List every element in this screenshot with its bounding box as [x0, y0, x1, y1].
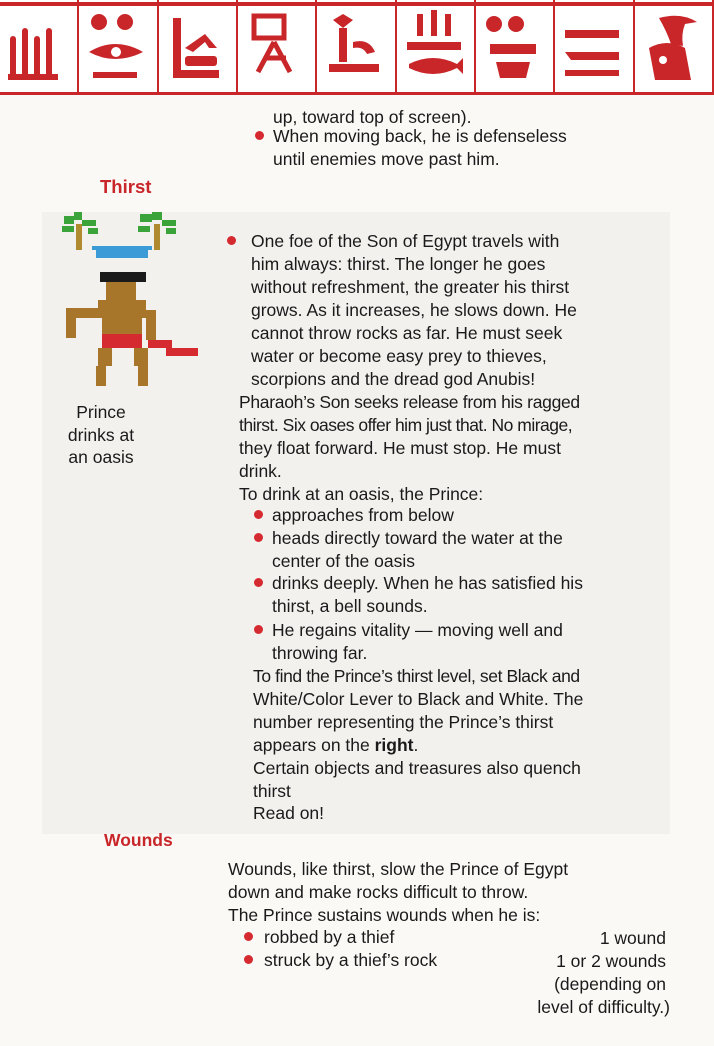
- caption-line: drinks at: [67, 424, 135, 445]
- wounds-p1-line: Wounds, like thirst, slow the Prince of Egypt: [228, 859, 569, 879]
- text-run: appears on the: [253, 735, 375, 755]
- wound-cause: struck by a thief’s rock: [264, 950, 438, 970]
- bullet-icon: [254, 533, 263, 542]
- thirst-p1-line: One foe of the Son of Egypt travels with: [251, 231, 560, 251]
- bullet-icon: [244, 955, 253, 964]
- wounds-heading: Wounds: [104, 830, 173, 850]
- hieroglyph-cell: [159, 0, 238, 92]
- wound-note-line: (depending on: [554, 974, 666, 994]
- prince-drinking-sprite-icon: [58, 210, 200, 400]
- caption-line: an oasis: [68, 447, 134, 467]
- thirst-p1-line: cannot throw rocks as far. He must seek: [251, 323, 563, 343]
- caption-line: Prince: [76, 402, 126, 422]
- step-line: He regains vitality — moving well and: [272, 620, 563, 640]
- hieroglyph-border-icon: [85, 8, 147, 86]
- text-run: .: [413, 735, 419, 755]
- wounds-p1-line: down and make rocks difficult to throw.: [228, 882, 529, 902]
- hieroglyph-border-icon: [323, 8, 385, 86]
- step-line: approaches from below: [272, 505, 454, 525]
- hieroglyph-cell: [317, 0, 396, 92]
- bullet-icon: [227, 236, 236, 245]
- step-line: thirst, a bell sounds.: [272, 596, 428, 616]
- thirst-p1-line: water or become easy prey to thieves,: [251, 346, 547, 366]
- hieroglyph-cell: [555, 0, 634, 92]
- thirst-p1-line: scorpions and the dread god Anubis!: [251, 369, 536, 389]
- thirst-p2-line: thirst. Six oases offer him just that. No mirage,: [239, 415, 573, 435]
- bullet-icon: [255, 131, 264, 140]
- hieroglyph-border-icon: [482, 8, 544, 86]
- thirst-p2-line: Pharaoh’s Son seeks release from his ragged: [239, 392, 580, 412]
- thirst-p4-line: number representing the Prince’s thirst: [253, 712, 554, 732]
- hieroglyph-border-icon: [244, 8, 306, 86]
- wound-effect: 1 or 2 wounds: [556, 951, 666, 971]
- hieroglyph-cell: [476, 0, 555, 92]
- wounds-p1-line: The Prince sustains wounds when he is:: [228, 905, 541, 925]
- hieroglyph-cell: [238, 0, 317, 92]
- hieroglyph-cell: [635, 0, 714, 92]
- bold-text: right: [374, 735, 414, 755]
- hieroglyph-border-icon: [6, 8, 68, 86]
- thirst-p6: Read on!: [253, 803, 325, 823]
- wound-effect: 1 wound: [599, 928, 666, 948]
- bullet-icon: [254, 510, 263, 519]
- hieroglyph-border-icon: [641, 8, 703, 86]
- step-line: drinks deeply. When he has satisfied his: [272, 573, 583, 593]
- intro-bullet-line-1: When moving back, he is defenseless: [273, 126, 567, 146]
- hieroglyph-cell: [79, 0, 158, 92]
- wound-note-line: level of difficulty.): [537, 997, 670, 1017]
- hieroglyph-banner: [0, 0, 714, 95]
- step-line: center of the oasis: [272, 551, 415, 571]
- bullet-icon: [244, 932, 253, 941]
- banner-top-band: [0, 2, 714, 6]
- hieroglyph-border-icon: [403, 8, 465, 86]
- intro-continued-line: up, toward top of screen).: [273, 107, 472, 127]
- bullet-icon: [254, 578, 263, 587]
- thirst-p4-line: White/Color Lever to Black and White. The: [253, 689, 584, 709]
- sprite-caption: [46, 401, 156, 469]
- thirst-p2-line: drink.: [239, 461, 282, 481]
- thirst-p1-line: him always: thirst. The longer he goes: [251, 254, 546, 274]
- thirst-p5-line: thirst: [253, 781, 291, 801]
- thirst-heading: Thirst: [100, 176, 152, 197]
- intro-bullet-line-2: until enemies move past him.: [273, 149, 500, 169]
- step-line: heads directly toward the water at the: [272, 528, 563, 548]
- hieroglyph-border-icon: [165, 8, 227, 86]
- hieroglyph-cell: [397, 0, 476, 92]
- step-line: throwing far.: [272, 643, 368, 663]
- wound-cause: robbed by a thief: [264, 927, 395, 947]
- hieroglyph-cell: [0, 0, 79, 92]
- thirst-p1-line: grows. As it increases, he slows down. He: [251, 300, 577, 320]
- thirst-p5-line: Certain objects and treasures also quench: [253, 758, 581, 778]
- hieroglyph-border-icon: [561, 8, 623, 86]
- bullet-icon: [254, 625, 263, 634]
- thirst-p2-line: they float forward. He must stop. He must: [239, 438, 561, 458]
- thirst-p1-line: without refreshment, the greater his thirst: [251, 277, 570, 297]
- thirst-p4-line: To find the Prince’s thirst level, set Black and: [253, 666, 580, 686]
- thirst-p3: To drink at an oasis, the Prince:: [239, 484, 484, 504]
- thirst-p4-last-line: [253, 734, 418, 757]
